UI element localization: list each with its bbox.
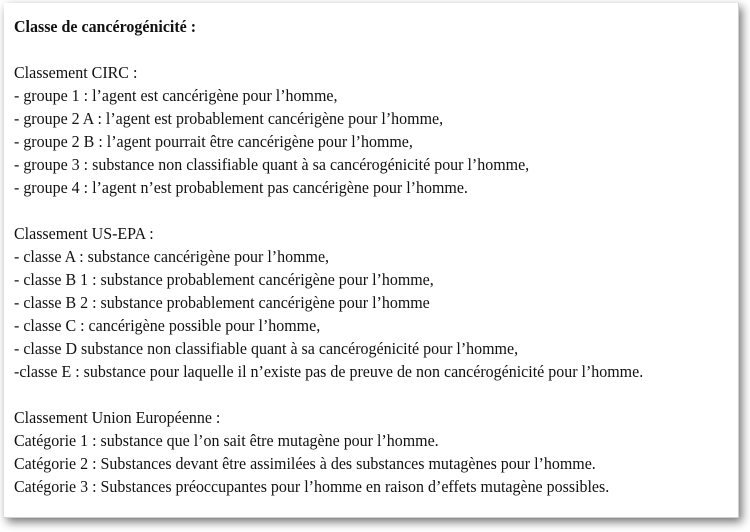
circ-item: - groupe 2 B : l’agent pourrait être cancérigène pour l’homme,	[14, 132, 413, 151]
usepa-item: - classe A : substance cancérigène pour l’homme,	[14, 247, 330, 266]
circ-item: - groupe 2 A : l’agent est probablement cancérigène pour l’homme,	[14, 109, 444, 128]
circ-heading: Classement CIRC :	[14, 63, 138, 82]
document-content	[14, 15, 643, 521]
circ-item: - groupe 1 : l’agent est cancérigène pour l’homme,	[14, 86, 338, 105]
document-title: Classe de cancérogénicité :	[14, 17, 197, 36]
usepa-heading: Classement US-EPA :	[14, 224, 154, 243]
usepa-item: - classe D substance non classifiable quant à sa cancérogénicité pour l’homme,	[14, 339, 519, 358]
document-page	[4, 3, 739, 518]
usepa-item: - classe B 1 : substance probablement cancérigène pour l’homme,	[14, 270, 434, 289]
circ-item: - groupe 3 : substance non classifiable quant à sa cancérogénicité pour l’homme,	[14, 155, 530, 174]
circ-section	[14, 61, 643, 199]
usepa-section	[14, 222, 643, 383]
ue-heading: Classement Union Européenne :	[14, 408, 221, 427]
ue-item: Catégorie 3 : Substances préoccupantes pour l’homme en raison d’effets mutagène possibles.	[14, 477, 610, 496]
ue-item: Catégorie 1 : substance que l’on sait être mutagène pour l’homme.	[14, 431, 439, 450]
usepa-item: -classe E : substance pour laquelle il n’existe pas de preuve de non cancérogénicité pour l’homme.	[14, 362, 644, 381]
ue-section	[14, 406, 643, 498]
usepa-item: - classe C : cancérigène possible pour l’homme,	[14, 316, 321, 335]
ue-item: Catégorie 2 : Substances devant être assimilées à des substances mutagènes pour l’homme.	[14, 454, 596, 473]
circ-item: - groupe 4 : l’agent n’est probablement pas cancérigène pour l’homme.	[14, 178, 468, 197]
usepa-item: - classe B 2 : substance probablement cancérigène pour l’homme	[14, 293, 430, 312]
